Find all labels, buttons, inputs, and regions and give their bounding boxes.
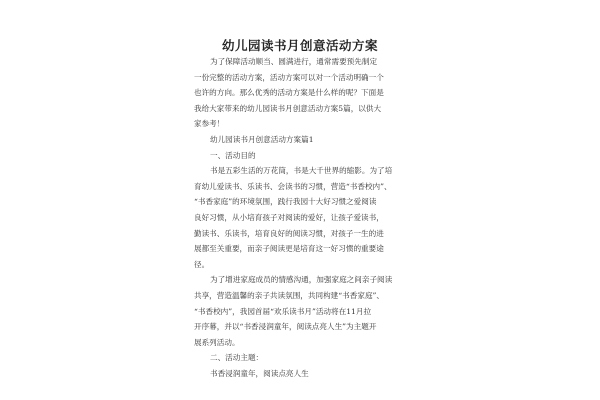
paragraph-line: 为了增进家庭成员的情感沟通，加强家庭之间亲子阅读 <box>210 275 393 285</box>
theme-line: 书香浸润童年，阅读点亮人生 <box>210 368 309 378</box>
heading-theme: 二、活动主题： <box>210 353 264 363</box>
paragraph-line: “书香家庭”的环境氛围，践行我园十大好习惯之爱阅读 <box>194 197 377 207</box>
document-title: 幼儿园读书月创意活动方案 <box>221 38 378 53</box>
paragraph-line: 开序幕，并以“书香浸润童年，阅读点亮人生”为主题开 <box>194 322 377 332</box>
intro-line: 家参考！ <box>194 119 225 129</box>
intro-line: 一份完整的活动方案，活动方案可以对一个活动明确一个 <box>194 72 384 82</box>
intro-line: 为了保障活动顺当、圆满进行，通常需要预先制定 <box>210 57 378 66</box>
paragraph-line: 良好习惯，从小培育孩子对阅读的爱好，让孩子爱读书， <box>194 212 384 222</box>
paragraph-line: 径。 <box>194 259 210 269</box>
section-title: 幼儿园读书月创意活动方案篇1 <box>210 134 314 144</box>
paragraph-line: 书是五彩生活的万花筒，书是大千世界的缩影。为了培 <box>210 166 393 176</box>
intro-line: 也许的方向。那么优秀的活动方案是什么样的呢？下面是 <box>194 88 384 98</box>
intro-line: 我给大家带来的幼儿园读书月创意活动方案5篇，以供大 <box>194 103 382 113</box>
paragraph-line: 勤读书、乐读书，培育良好的阅读习惯，对孩子一生的进 <box>194 228 384 238</box>
paragraph-line: “书香校内”，我园首届“欢乐读书月”活动将在11月拉 <box>194 306 372 316</box>
heading-purpose: 一、活动目的 <box>210 150 256 160</box>
paragraph-line: 展都至关重要，而亲子阅读更是培育这一好习惯的重要途 <box>194 244 384 254</box>
document-body <box>194 54 412 381</box>
paragraph-line: 育幼儿爱读书、乐读书、会读书的习惯，营造“书香校内”、 <box>194 181 392 191</box>
paragraph-line: 共享，营造温馨的亲子共读氛围，共同构建“书香家庭”、 <box>194 290 385 300</box>
paragraph-line: 展系列活动。 <box>194 337 240 347</box>
